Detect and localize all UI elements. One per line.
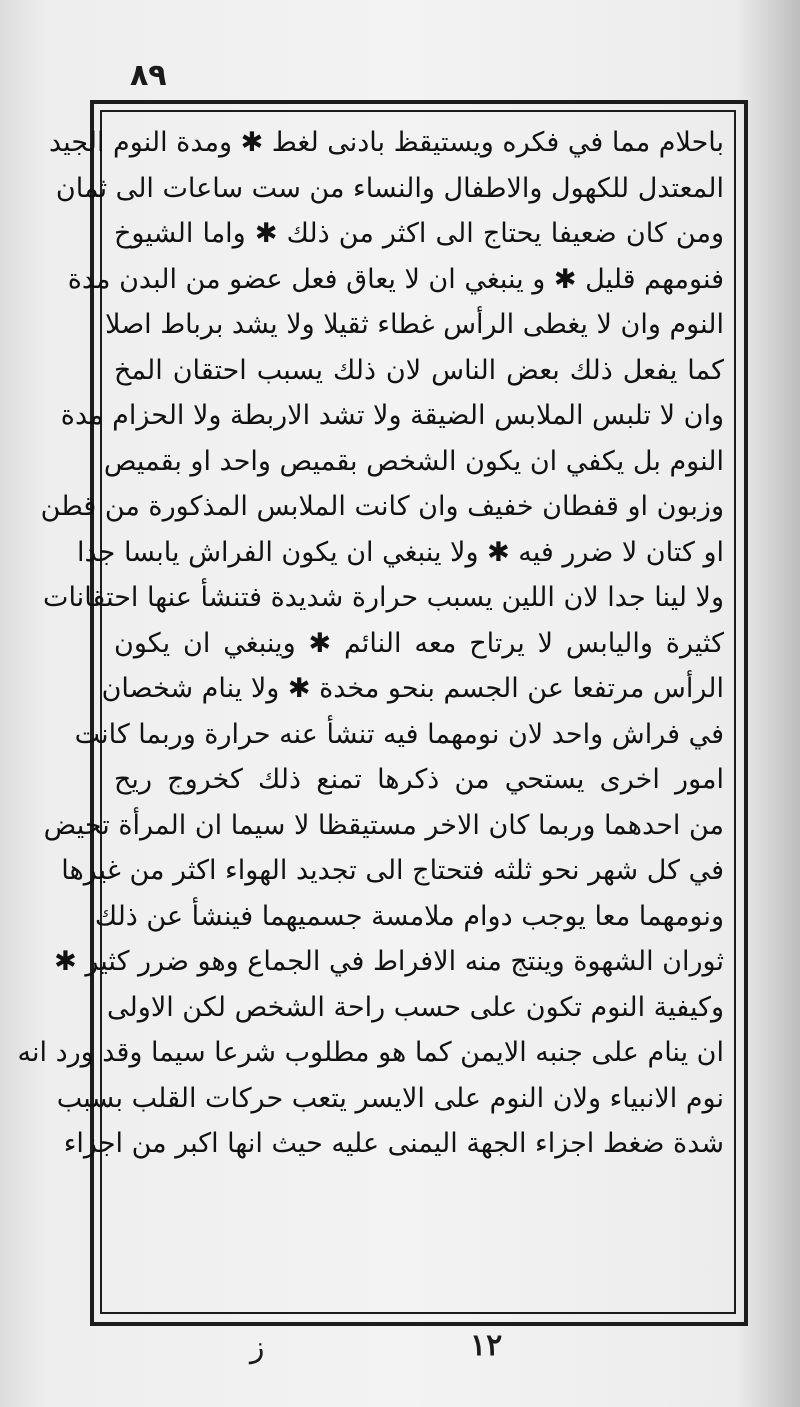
text-line: ومن كان ضعيفا يحتاج الى اكثر من ذلك ✱ واما الشيوخ (114, 218, 724, 249)
text-line: المعتدل للكهول والاطفال والنساء من ست ساعات الى ثمان (55, 172, 724, 204)
text-line: كثيرة واليابس لا يرتاح معه النائم ✱ وينبغي ان يكون (114, 627, 724, 659)
signature-mark: ز (250, 1330, 265, 1365)
text-line: في فراش واحد لان نومهما فيه تنشأ عنه حرارة وربما كانت (74, 718, 724, 750)
text-line: وزبون او قفطان خفيف وان كانت الملابس المذكورة من قطن (40, 491, 724, 522)
text-line: ثوران الشهوة وينتج منه الافراط في الجماع وهو ضرر كثير ✱ (54, 946, 724, 977)
text-line: كما يفعل ذلك بعض الناس لان ذلك يسبب احتقان المخ (114, 354, 724, 386)
text-line: ان ينام على جنبه الايمن كما هو مطلوب شرعا سيما وقد ورد انه (17, 1037, 724, 1068)
sheet-number: ١٢ (470, 1328, 503, 1363)
text-block (17, 120, 724, 1305)
page-number: ٨٩ (130, 58, 167, 93)
text-line: وان لا تلبس الملابس الضيقة ولا تشد الاربطة ولا الحزام مدة (60, 400, 724, 431)
text-line: النوم وان لا يغطى الرأس غطاء ثقيلا ولا يشد برباط اصلا (105, 309, 724, 340)
text-line: في كل شهر نحو ثلثه فتحتاج الى تجديد الهواء اكثر من غيرها (61, 855, 724, 886)
text-line: او كتان لا ضرر فيه ✱ ولا ينبغي ان يكون الفراش يابسا جدا (77, 536, 724, 568)
text-line: فنومهم قليل ✱ و ينبغي ان لا يعاق فعل عضو من البدن مدة (67, 263, 724, 295)
text-line: ونومهما معا يوجب دوام ملامسة جسميهما فينشأ عن ذلك (94, 900, 724, 932)
page-footer (0, 1330, 800, 1370)
text-line: امور اخرى يستحي من ذكرها تمنع ذلك كخروج ريح (114, 764, 724, 795)
text-line: النوم بل يكفي ان يكون الشخص بقميص واحد او بقميص (103, 445, 724, 477)
text-line: ولا لينا جدا لان اللين يسبب حرارة شديدة فتنشأ عنها احتقانات (43, 582, 724, 613)
text-line: من احدهما وربما كان الاخر مستيقظا لا سيما ان المرأة تحيض (43, 809, 724, 841)
text-line: الرأس مرتفعا عن الجسم بنحو مخدة ✱ ولا ينام شخصان (101, 673, 724, 704)
text-line: باحلام مما في فكره ويستيقظ بادنى لغط ✱ ومدة النوم الجيد (49, 127, 724, 158)
text-line: نوم الانبياء ولان النوم على الايسر يتعب حركات القلب بسبب (56, 1082, 724, 1114)
text-line: وكيفية النوم تكون على حسب راحة الشخص لكن الاولى (107, 991, 724, 1023)
text-line: شدة ضغط اجزاء الجهة اليمنى عليه حيث انها اكبر من اجزاء (63, 1128, 724, 1159)
